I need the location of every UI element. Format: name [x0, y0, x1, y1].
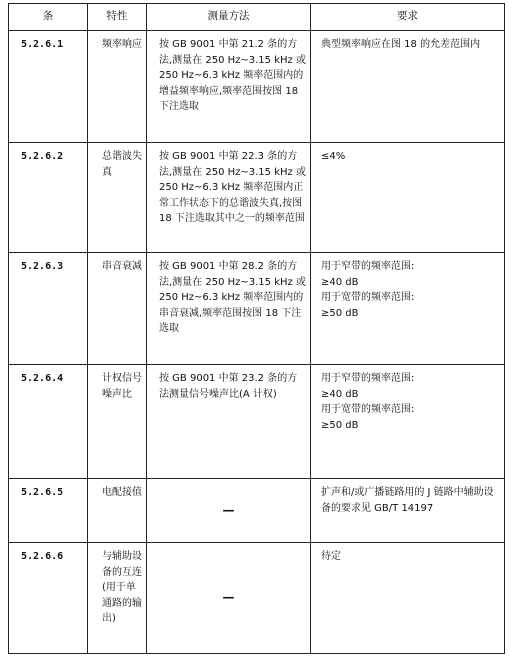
table-row — [9, 31, 505, 143]
requirement-cell — [311, 479, 505, 543]
requirement-cell — [311, 31, 505, 143]
method-cell: 按 GB 9001 中第 23.2 条的方法测量信号噪声比(A 计权) — [147, 365, 311, 479]
table-row — [9, 253, 505, 365]
method-cell: — — [147, 543, 311, 654]
characteristic-cell: 与辅助设备的互连(用于单通路的输出) — [88, 543, 147, 654]
method-cell: 按 GB 9001 中第 28.2 条的方法,测量在 250 Hz~3.15 kHz 或 250 Hz~6.3 kHz 频率范围内的串音衰减,频率范围按图 18 下注选取 — [147, 253, 311, 365]
method-cell: — — [147, 479, 311, 543]
clause-cell: 5.2.6.4 — [9, 365, 88, 479]
requirement-line: 用于宽带的频率范围: — [321, 292, 415, 304]
header-clause: 条 — [9, 4, 88, 31]
requirement-line: ≥40 dB — [321, 388, 359, 400]
header-requirement: 要求 — [311, 4, 505, 31]
requirement-cell — [311, 543, 505, 654]
clause-cell: 5.2.6.5 — [9, 479, 88, 543]
table-row — [9, 143, 505, 253]
characteristic-cell: 电配接值 — [88, 479, 147, 543]
requirement-line: 用于窄带的频率范围: — [321, 373, 415, 384]
requirement-line: 扩声和/或广播链路用的 J 链路中辅助设备的要求见 GB/T 14197 — [321, 487, 494, 514]
method-cell: 按 GB 9001 中第 21.2 条的方法,测量在 250 Hz~3.15 kHz 或 250 Hz~6.3 kHz 频率范围内的增益频率响应,频率范围按图 18 下注选取 — [147, 31, 311, 143]
requirement-line: ≤4% — [321, 151, 346, 162]
header-characteristic: 特性 — [88, 4, 147, 31]
requirement-line: 用于窄带的频率范围: — [321, 261, 415, 272]
characteristic-cell: 串音衰减 — [88, 253, 147, 365]
table-row — [9, 479, 505, 543]
clause-cell: 5.2.6.2 — [9, 143, 88, 253]
clause-cell: 5.2.6.6 — [9, 543, 88, 654]
clause-cell: 5.2.6.1 — [9, 31, 88, 143]
header-row — [9, 4, 505, 31]
requirement-cell — [311, 253, 505, 365]
requirement-line: 典型频率响应在图 18 的允差范围内 — [321, 39, 481, 50]
table-row — [9, 543, 505, 654]
characteristic-cell: 频率响应 — [88, 31, 147, 143]
clause-cell: 5.2.6.3 — [9, 253, 88, 365]
requirement-line: ≥40 dB — [321, 276, 359, 288]
requirement-line: 用于宽带的频率范围: — [321, 404, 415, 416]
requirement-line: ≥50 dB — [321, 419, 359, 431]
requirement-cell — [311, 143, 505, 253]
characteristic-cell: 总谐波失真 — [88, 143, 147, 253]
requirement-line: ≥50 dB — [321, 307, 359, 319]
requirement-cell — [311, 365, 505, 479]
spec-table — [8, 3, 505, 654]
method-cell: 按 GB 9001 中第 22.3 条的方法,测量在 250 Hz~3.15 kHz 或 250 Hz~6.3 kHz 频率范围内正常工作状态下的总谐波失真,按图 18 下注选取其中之一的频率范围 — [147, 143, 311, 253]
table-row — [9, 365, 505, 479]
requirement-line: 待定 — [321, 551, 341, 562]
header-method: 测量方法 — [147, 4, 311, 31]
characteristic-cell: 计权信号噪声比 — [88, 365, 147, 479]
